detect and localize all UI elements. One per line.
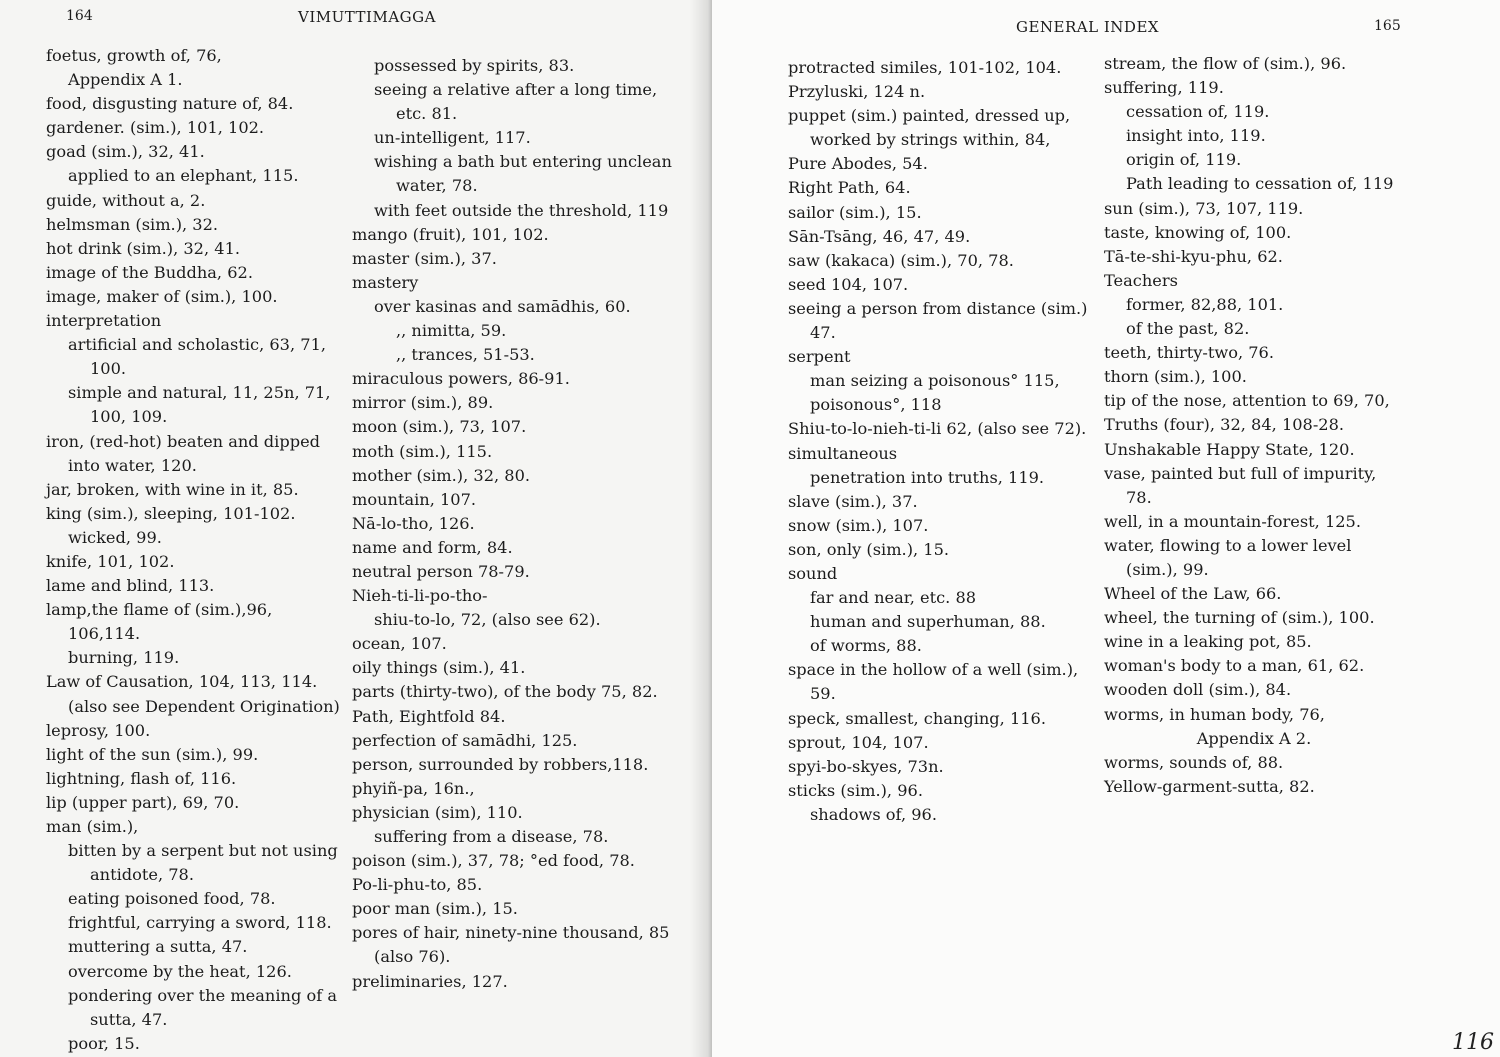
index-entry: perfection of samādhi, 125. [352, 730, 578, 750]
index-entry: shiu-to-lo, 72, (also see 62). [374, 610, 601, 630]
index-entry: preliminaries, 127. [352, 971, 508, 991]
index-entry: Unshakable Happy State, 120. [1104, 439, 1355, 459]
right-page [712, 0, 1500, 1057]
index-entry: burning, 119. [68, 648, 180, 668]
index-entry: over kasinas and samādhis, 60. [374, 296, 631, 316]
index-entry: space in the hollow of a well (sim.), 59. [788, 660, 1079, 704]
index-entry: protracted similes, 101-102, 104. [788, 58, 1062, 77]
index-entry: Tā-te-shi-kyu-phu, 62. [1104, 246, 1283, 266]
index-entry: worms, in human body, 76, [1104, 704, 1325, 724]
right-page-number: 165 [1374, 18, 1401, 34]
index-entry: Nā-lo-tho, 126. [352, 513, 475, 533]
index-entry: jar, broken, with wine in it, 85. [46, 479, 299, 499]
index-entry: stream, the flow of (sim.), 96. [1104, 54, 1347, 73]
index-entry: water, flowing to a lower level (sim.), 99. [1104, 535, 1352, 579]
index-entry: goad (sim.), 32, 41. [46, 142, 205, 162]
index-entry: Path, Eightfold 84. [352, 706, 506, 726]
index-entry: seeing a relative after a long time, etc. 81. [374, 80, 658, 124]
index-entry: Law of Causation, 104, 113, 114. [46, 672, 318, 692]
index-entry: penetration into truths, 119. [810, 467, 1045, 487]
index-entry: un-intelligent, 117. [374, 128, 531, 148]
index-entry: sailor (sim.), 15. [788, 202, 922, 222]
index-entry: name and form, 84. [352, 537, 513, 557]
index-entry: ocean, 107. [352, 634, 447, 654]
index-entry: eating poisoned food, 78. [68, 889, 276, 909]
index-entry: lightning, flash of, 116. [46, 768, 237, 788]
index-entry: applied to an elephant, 115. [68, 166, 299, 186]
index-entry: pondering over the meaning of a sutta, 47. [68, 985, 337, 1029]
index-entry: of worms, 88. [810, 636, 922, 656]
left-page-number: 164 [66, 8, 93, 24]
index-entry: phyiñ-pa, 16n., [352, 778, 475, 798]
index-entry: teeth, thirty-two, 76. [1104, 343, 1274, 363]
index-entry: thorn (sim.), 100. [1104, 367, 1247, 387]
index-entry: former, 82,88, 101. [1126, 294, 1284, 314]
index-entry: seed 104, 107. [788, 274, 909, 294]
index-entry: possessed by spirits, 83. [374, 56, 575, 75]
left-index-column-1 [46, 44, 346, 1056]
index-entry: mirror (sim.), 89. [352, 393, 494, 413]
index-entry: tip of the nose, attention to 69, 70, [1104, 391, 1390, 411]
index-entry: ,, trances, 51-53. [396, 345, 535, 365]
index-entry: sound [788, 563, 838, 583]
index-entry: sprout, 104, 107. [788, 732, 929, 752]
index-entry: spyi-bo-skyes, 73n. [788, 756, 944, 776]
index-entry: moon (sim.), 73, 107. [352, 417, 527, 437]
handwritten-folio-mark: 116 [1452, 1030, 1494, 1055]
index-entry: sun (sim.), 73, 107, 119. [1104, 198, 1304, 218]
index-entry: foetus, growth of, 76, [46, 46, 222, 65]
index-entry: human and superhuman, 88. [810, 612, 1046, 632]
index-entry: saw (kakaca) (sim.), 70, 78. [788, 250, 1014, 270]
index-entry: Teachers [1104, 270, 1178, 290]
right-running-head: GENERAL INDEX [1016, 18, 1160, 36]
index-entry: poisonous°, 118 [810, 395, 942, 415]
index-entry: simple and natural, 11, 25n, 71, 100, 109. [68, 383, 331, 427]
index-entry: taste, knowing of, 100. [1104, 222, 1292, 242]
index-entry: wheel, the turning of (sim.), 100. [1104, 608, 1375, 628]
index-entry: mango (fruit), 101, 102. [352, 224, 549, 244]
index-entry: miraculous powers, 86-91. [352, 369, 570, 389]
index-entry: Nieh-ti-li-po-tho- [352, 586, 488, 606]
index-entry: Wheel of the Law, 66. [1104, 584, 1282, 604]
index-entry: moth (sim.), 115. [352, 441, 493, 461]
index-entry: light of the sun (sim.), 99. [46, 744, 259, 764]
index-entry: Path leading to cessation of, 119 [1126, 174, 1394, 194]
index-entry: lamp,the flame of (sim.),96, 106,114. [46, 600, 273, 644]
index-entry: king (sim.), sleeping, 101-102. [46, 503, 296, 523]
index-entry: simultaneous [788, 443, 898, 463]
index-entry: person, surrounded by robbers,118. [352, 754, 649, 774]
left-running-head: VIMUTTIMAGGA [298, 8, 436, 26]
index-entry: origin of, 119. [1126, 150, 1242, 170]
right-index-column-2 [1104, 52, 1404, 799]
index-entry: gardener. (sim.), 101, 102. [46, 118, 265, 138]
index-entry: physician (sim), 110. [352, 802, 523, 822]
index-entry: sticks (sim.), 96. [788, 780, 923, 800]
index-entry: lame and blind, 113. [46, 576, 215, 596]
index-entry: serpent [788, 347, 851, 367]
index-entry: mother (sim.), 32, 80. [352, 465, 531, 485]
index-entry: snow (sim.), 107. [788, 515, 929, 535]
index-entry: puppet (sim.) painted, dressed up, worked by strings within, 84, [788, 106, 1071, 150]
index-entry: of the past, 82. [1126, 319, 1250, 339]
index-entry: son, only (sim.), 15. [788, 539, 950, 559]
index-entry: Shiu-to-lo-nieh-ti-li 62, (also see 72). [788, 419, 1087, 439]
index-entry: poor man (sim.), 15. [352, 899, 518, 919]
index-entry: neutral person 78-79. [352, 561, 530, 581]
index-entry: image, maker of (sim.), 100. [46, 286, 278, 306]
index-entry: frightful, carrying a sword, 118. [68, 913, 332, 933]
left-page [0, 0, 712, 1057]
index-entry: Pure Abodes, 54. [788, 154, 928, 174]
index-entry: lip (upper part), 69, 70. [46, 792, 240, 812]
index-entry: woman's body to a man, 61, 62. [1104, 656, 1365, 676]
index-entry: worms, sounds of, 88. [1104, 752, 1284, 772]
index-entry: far and near, etc. 88 [810, 588, 977, 608]
index-entry: cessation of, 119. [1126, 102, 1270, 122]
index-entry: iron, (red-hot) beaten and dipped into water, 120. [46, 431, 321, 475]
index-entry: leprosy, 100. [46, 720, 151, 740]
index-entry: suffering, 119. [1104, 78, 1224, 98]
index-entry: shadows of, 96. [810, 804, 937, 824]
index-entry: hot drink (sim.), 32, 41. [46, 238, 241, 258]
index-entry: seeing a person from distance (sim.) 47. [788, 298, 1088, 343]
index-entry: mountain, 107. [352, 489, 477, 509]
index-entry: Po-li-phu-to, 85. [352, 875, 483, 895]
index-entry: (also see Dependent Origination) [68, 696, 340, 716]
index-entry: Appendix A 1. [68, 70, 183, 90]
index-entry: wine in a leaking pot, 85. [1104, 632, 1312, 652]
index-entry: master (sim.), 37. [352, 248, 497, 268]
index-entry: poor, 15. [68, 1033, 140, 1053]
index-entry: guide, without a, 2. [46, 190, 206, 210]
index-entry: wicked, 99. [68, 527, 162, 547]
index-entry: food, disgusting nature of, 84. [46, 94, 294, 114]
index-entry: speck, smallest, changing, 116. [788, 708, 1046, 728]
index-entry: slave (sim.), 37. [788, 491, 918, 511]
index-entry: wooden doll (sim.), 84. [1104, 680, 1292, 700]
index-entry: mastery [352, 272, 419, 292]
index-entry: Truths (four), 32, 84, 108-28. [1104, 415, 1345, 435]
index-entry: wishing a bath but entering unclean water, 78. [374, 152, 672, 196]
index-entry: suffering from a disease, 78. [374, 827, 609, 846]
index-entry: Sān-Tsāng, 46, 47, 49. [788, 226, 971, 246]
left-index-column-2 [352, 54, 674, 994]
index-entry: ,, nimitta, 59. [396, 321, 507, 341]
index-entry: helmsman (sim.), 32. [46, 214, 219, 234]
index-entry: Right Path, 64. [788, 178, 911, 198]
index-entry: oily things (sim.), 41. [352, 658, 526, 678]
index-entry: parts (thirty-two), of the body 75, 82. [352, 682, 658, 702]
index-entry: bitten by a serpent but not using antidote, 78. [68, 841, 338, 885]
index-entry: poison (sim.), 37, 78; °ed food, 78. [352, 851, 635, 871]
index-entry: pores of hair, ninety-nine thousand, 85 (also 76). [352, 923, 670, 967]
index-entry: muttering a sutta, 47. [68, 937, 248, 957]
index-entry: man (sim.), [46, 817, 139, 836]
index-entry: knife, 101, 102. [46, 551, 175, 571]
index-entry: with feet outside the threshold, 119 [374, 200, 669, 220]
index-entry: interpretation [46, 311, 162, 331]
index-entry: artificial and scholastic, 63, 71, 100. [68, 335, 327, 379]
index-entry: Appendix A 2. [1196, 728, 1312, 748]
index-entry: Przyluski, 124 n. [788, 82, 926, 102]
index-entry: vase, painted but full of impurity, 78. [1104, 463, 1377, 507]
right-index-column-1 [788, 56, 1088, 827]
index-entry: overcome by the heat, 126. [68, 961, 292, 981]
index-entry: well, in a mountain-forest, 125. [1104, 511, 1362, 531]
index-entry: Yellow-garment-sutta, 82. [1104, 776, 1315, 796]
index-entry: image of the Buddha, 62. [46, 262, 253, 282]
index-entry: insight into, 119. [1126, 126, 1266, 146]
index-entry: man seizing a poisonous° 115, [810, 371, 1060, 391]
